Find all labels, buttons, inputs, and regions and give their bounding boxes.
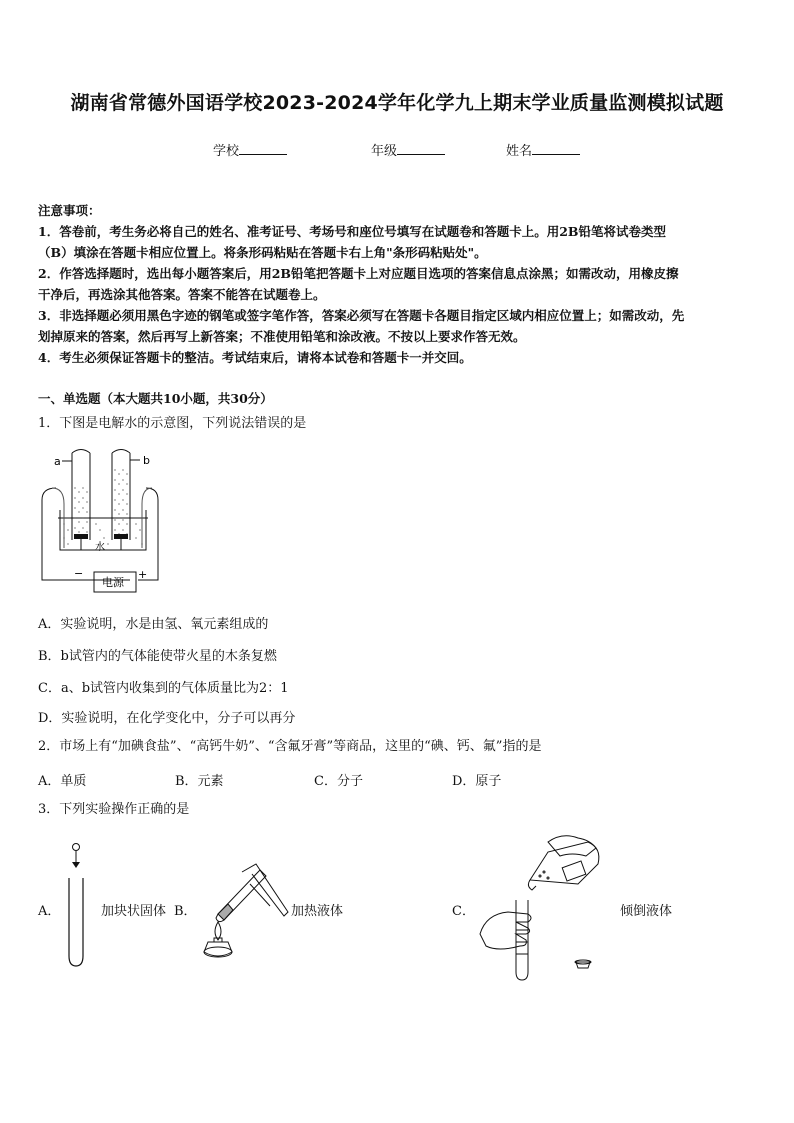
page-title: 湖南省常德外国语学校2023-2024学年化学九上期末学业质量监测模拟试题 [70, 92, 724, 114]
grade-blank [397, 142, 445, 155]
q3-option-b-letter: B． [174, 904, 197, 919]
notice-line-3: 2．作答选择题时，选出每小题答案后，用2B铅笔把答题卡上对应题目选项的答案信息点涂黑；如需改动，用橡皮擦 [38, 266, 679, 281]
label-b: b [143, 454, 150, 467]
q3-option-a-letter: A． [38, 904, 61, 919]
label-power: 电源 [102, 576, 124, 589]
name-field [506, 140, 580, 159]
electrode-a [74, 534, 88, 539]
name-blank [532, 142, 580, 155]
school-blank [239, 142, 287, 155]
notice-line-4: 干净后，再选涂其他答案。答案不能答在试题卷上。 [38, 287, 326, 302]
q1-option-c: C．a、b试管内收集到的气体质量比为2：1 [38, 681, 289, 696]
grade-field [371, 140, 445, 159]
notice-line-2: （B）填涂在答题卡相应位置上。将条形码粘贴在答题卡右上角"条形码粘贴处"。 [38, 245, 487, 260]
pouring-liquid-illustration [478, 834, 608, 982]
heating-liquid-illustration [198, 862, 290, 962]
notice-line-5: 3．非选择题必须用黑色字迹的钢笔或签字笔作答，答案必须写在答题卡各题目指定区域内相应位置上；如需改动，先 [38, 308, 685, 323]
q3-option-a-text: 加块状固体 [101, 904, 167, 919]
q2-option-a: A．单质 [38, 774, 87, 789]
notice-line-6: 划掉原来的答案，然后再写上新答案；不准使用铅笔和涂改液。不按以上要求作答无效。 [38, 329, 526, 344]
electrolysis-diagram [38, 448, 168, 598]
test-tube-solid-illustration [62, 842, 90, 970]
label-minus: − [74, 567, 84, 580]
section-heading: 一、单选题（本大题共10小题，共30分） [38, 391, 273, 406]
grade-label: 年级 [371, 144, 398, 159]
label-a: a [54, 455, 61, 468]
q3-option-b-text: 加热液体 [291, 904, 344, 919]
q3-option-c-text: 倾倒液体 [620, 904, 673, 919]
q3-stem: 3．下列实验操作正确的是 [38, 802, 190, 817]
electrode-b [114, 534, 128, 539]
label-water: 水 [95, 542, 105, 553]
notice-line-1: 1．答卷前，考生务必将自己的姓名、准考证号、考场号和座位号填写在试题卷和答题卡上。用2B铅笔将试卷类型 [38, 224, 666, 239]
school-label: 学校 [213, 144, 240, 159]
q2-option-d: D．原子 [452, 774, 502, 789]
q3-option-c-letter: C． [452, 904, 475, 919]
q2-option-c: C．分子 [314, 774, 363, 789]
notice-line-7: 4．考生必须保证答题卡的整洁。考试结束后，请将本试卷和答题卡一并交回。 [38, 350, 472, 365]
q1-option-d: D．实验说明，在化学变化中，分子可以再分 [38, 711, 296, 726]
school-field [213, 140, 287, 159]
q1-stem: 1．下图是电解水的示意图，下列说法错误的是 [38, 416, 307, 431]
name-label: 姓名 [506, 144, 533, 159]
notice-heading: 注意事项： [38, 203, 101, 218]
q1-option-b: B．b试管内的气体能使带火星的木条复燃 [38, 649, 277, 664]
label-plus: + [138, 568, 148, 581]
q2-stem: 2．市场上有“加碘食盐”、“高钙牛奶”、“含氟牙膏”等商品，这里的“碘、钙、氟”指的是 [38, 739, 542, 754]
q2-option-b: B．元素 [175, 774, 224, 789]
q1-option-a: A．实验说明，水是由氢、氧元素组成的 [38, 617, 269, 632]
